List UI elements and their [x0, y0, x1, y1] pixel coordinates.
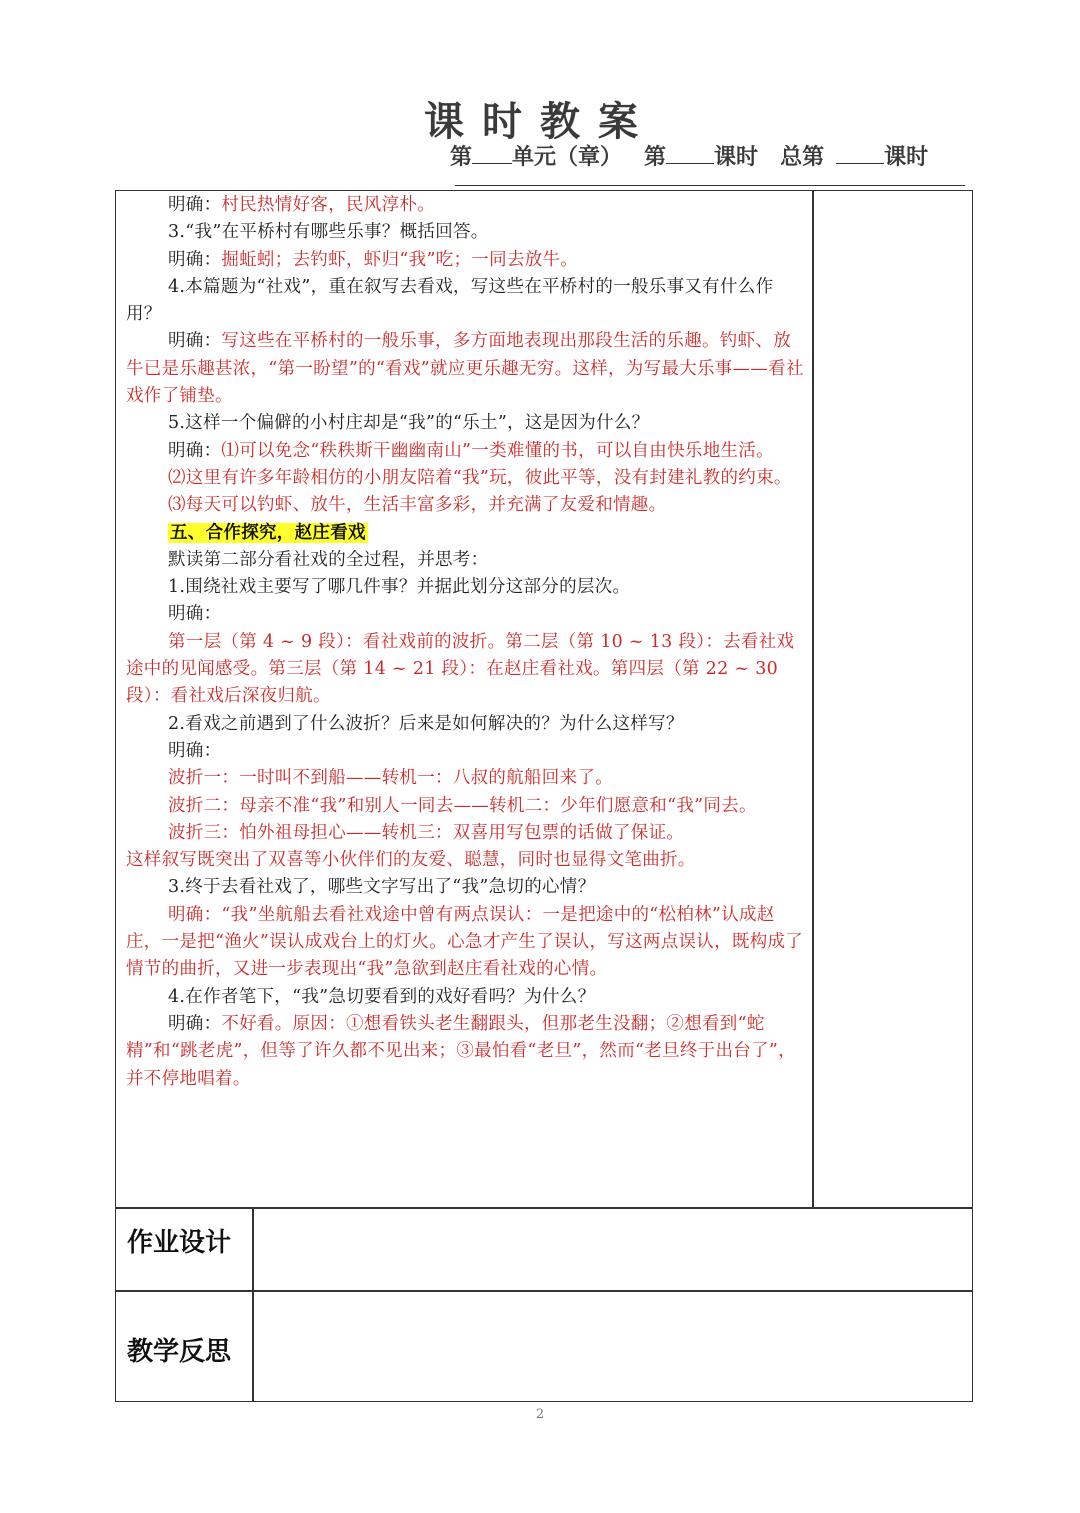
total-prefix: 总第 [780, 145, 825, 170]
question-text: 5.这样一个偏僻的小村庄却是“我”的“乐土”，这是因为什么？ [168, 413, 650, 434]
content-paragraph [126, 874, 806, 901]
homework-label: 作业设计 [127, 1228, 232, 1258]
question-text: 明确： [168, 331, 222, 352]
table-column-divider-top [812, 190, 814, 1208]
answer-text: ⑵这里有许多年龄相仿的小朋友陪着“我”玩，彼此平等，没有封建礼教的约束。 [168, 467, 792, 488]
content-paragraph [126, 438, 806, 465]
section-heading: 五、合作探究，赵庄看戏 [170, 522, 366, 543]
question-text: 明确： [168, 440, 222, 461]
content-paragraph [126, 765, 806, 792]
answer-text: 掘蚯蚓；去钓虾，虾归“我”吃；一同去放牛。 [221, 249, 579, 270]
reflection-label: 教学反思 [127, 1337, 232, 1367]
question-text: 4.在作者笔下，“我”急切要看到的戏好看吗？为什么？ [168, 986, 596, 1007]
answer-text: 这样叙写既突出了双喜等小伙伴们的友爱、聪慧，同时也显得文笔曲折。 [126, 850, 696, 871]
answer-text: 不好看。原因：①想看铁头老生翻跟头，但那老生没翻；②想看到“蛇精”和“跳老虎”，但等了许久都不见出来；③最怕看“老旦”，然而“老旦终于出台了”，并不停地唱着。 [126, 1013, 796, 1089]
total-blank[interactable] [836, 143, 884, 164]
answer-text: 村民热情好客，民风淳朴。 [221, 195, 436, 215]
content-paragraph [126, 820, 806, 847]
table-row-divider-1 [115, 1207, 973, 1209]
answer-text: ⑴可以免念“秩秩斯干幽幽南山”一类难懂的书，可以自由快乐地生活。 [221, 440, 774, 461]
question-text: 3.终于去看社戏了，哪些文字写出了“我”急切的心情？ [168, 877, 596, 898]
answer-text: ⑶每天可以钓虾、放牛，生活丰富多彩，并充满了友爱和情趣。 [168, 495, 667, 516]
content-paragraph [126, 711, 806, 738]
unit-prefix: 第 [450, 145, 473, 170]
content-paragraph [126, 410, 806, 437]
page-number: 2 [535, 1407, 545, 1422]
content-paragraph [126, 984, 806, 1011]
content-paragraph [126, 793, 806, 820]
content-paragraph [126, 738, 806, 765]
content-paragraph [126, 574, 806, 601]
lesson-blank[interactable] [666, 143, 714, 164]
question-text: 明确： [168, 249, 222, 270]
unit-label: 单元（章） [512, 145, 623, 170]
answer-text: 波折一：一时叫不到船——转机一：八叔的航船回来了。 [168, 768, 613, 789]
question-text: 明确： [168, 740, 222, 761]
answer-text: 第一层（第 4 ~ 9 段）：看社戏前的波折。第二层（第 10 ~ 13 段）：去看社戏途中的见闻感受。第三层（第 14 ~ 21 段）：在赵庄看社戏。第四层（第 22 ~ 30 段）：看社戏后深夜归航。 [126, 631, 795, 707]
total-label: 课时 [884, 145, 929, 170]
question-text: 2.看戏之前遇到了什么波折？后来是如何解决的？为什么这样写？ [168, 713, 684, 734]
content-paragraph [126, 492, 806, 519]
content-paragraph [126, 547, 806, 574]
content-paragraph [126, 328, 806, 410]
content-paragraph [126, 601, 806, 628]
content-paragraph [126, 274, 806, 329]
content-paragraph [126, 902, 806, 984]
answer-text: 波折三：怕外祖母担心——转机三：双喜用写包票的话做了保证。 [168, 822, 685, 843]
question-text: 明确： [168, 195, 222, 215]
answer-text: 写这些在平桥村的一般乐事，多方面地表现出那段生活的乐趣。钓虾、放牛已是乐趣甚浓，“第一盼望”的“看戏”就应更乐趣无穷。这样，为写最大乐事——看社戏作了铺垫。 [126, 331, 804, 407]
lesson-prefix: 第 [644, 145, 667, 170]
lesson-content [126, 192, 806, 1093]
content-paragraph [126, 847, 806, 874]
content-paragraph [126, 1011, 806, 1093]
question-text: 1.围绕社戏主要写了哪几件事？并据此划分这部分的层次。 [168, 577, 631, 598]
content-paragraph [126, 247, 806, 274]
content-paragraph [126, 520, 806, 547]
question-text: 默读第二部分看社戏的全过程，并思考： [168, 549, 489, 570]
question-text: 明确： [168, 604, 222, 625]
content-paragraph [126, 629, 806, 711]
unit-blank[interactable] [472, 143, 512, 164]
answer-text: 明确：“我”坐航船去看社戏途中曾有两点误认：一是把途中的“松柏林”认成赵庄，一是把“渔火”误认成戏台上的灯火。心急才产生了误认，写这两点误认，既构成了情节的曲折，又进一步表现出“我”急欲到赵庄看社戏的心情。 [126, 904, 804, 980]
header-rule [455, 185, 965, 186]
lesson-label: 课时 [714, 145, 759, 170]
content-paragraph [126, 219, 806, 246]
question-text: 4.本篇题为“社戏”，重在叙写去看戏，写这些在平桥村的一般乐事又有什么作用？ [126, 276, 774, 325]
content-paragraph [126, 465, 806, 492]
table-row-divider-2 [115, 1290, 973, 1292]
table-label-column-divider [252, 1207, 254, 1402]
question-text: 3.“我”在平桥村有哪些乐事？概括回答。 [168, 222, 489, 243]
reflection-cell[interactable] [255, 1293, 970, 1400]
question-text: 明确： [168, 1013, 222, 1034]
lesson-info-line [450, 140, 928, 171]
page-title: 课时教案 [424, 99, 656, 145]
homework-cell[interactable] [255, 1210, 970, 1288]
content-paragraph [126, 192, 806, 219]
answer-text: 波折二：母亲不准“我”和别人一同去——转机二：少年们愿意和“我”同去。 [168, 795, 757, 816]
